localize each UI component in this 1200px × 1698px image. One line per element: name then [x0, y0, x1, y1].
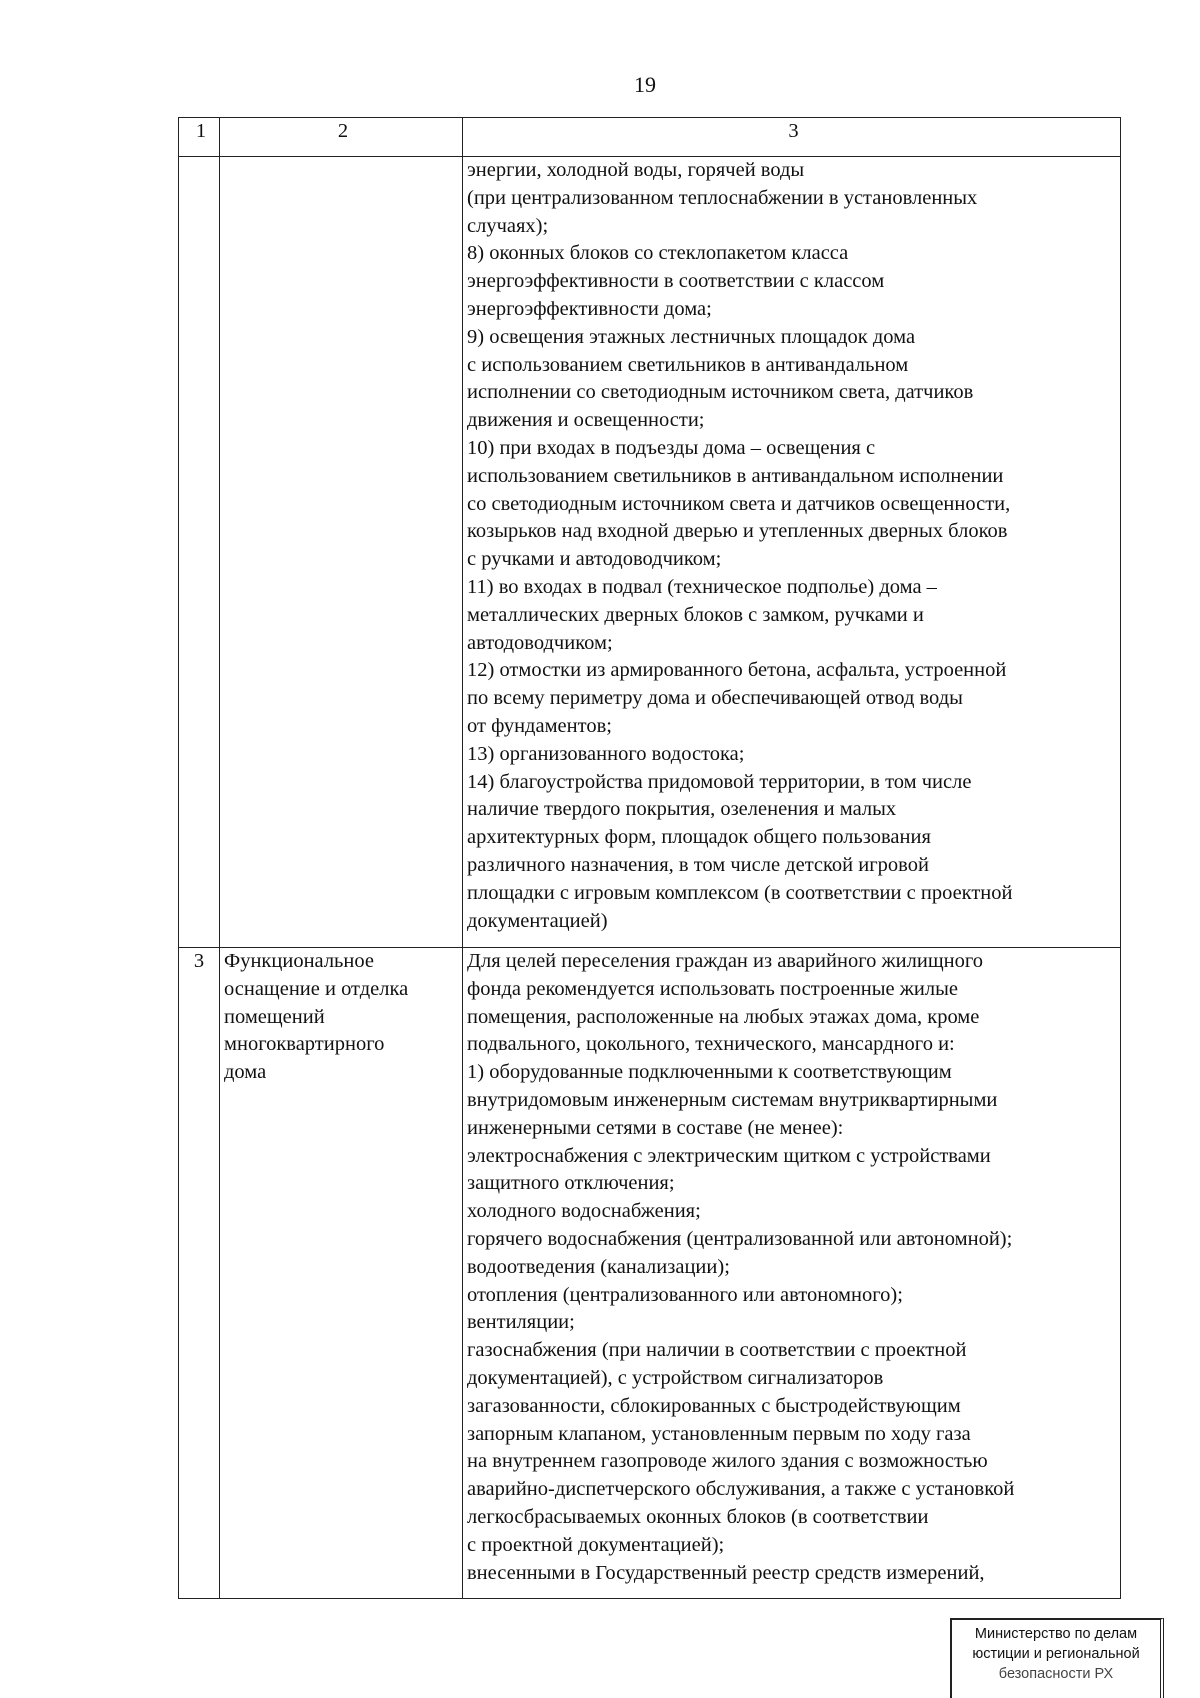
content-line: Для целей переселения граждан из аварийного жилищного	[467, 950, 983, 972]
content-line: с использованием светильников в антивандальном	[467, 353, 909, 376]
content-line: по всему периметру дома и обеспечивающей отвод воды	[467, 687, 963, 710]
row-name-line: Функциональное	[224, 950, 374, 972]
content-line: со светодиодным источником света и датчиков освещенности,	[467, 492, 1011, 515]
page-number: 19	[634, 72, 656, 97]
content-line: козырьков над входной дверью и утепленных дверных блоков	[467, 520, 1008, 543]
content-line: 14) благоустройства придомовой территории, в том числе	[467, 770, 972, 793]
content-line: внутридомовым инженерным системам внутриквартирными	[467, 1088, 998, 1111]
content-line: энергоэффективности в соответствии с классом	[467, 270, 885, 293]
content-line: фонда рекомендуется использовать построенные жилые	[467, 977, 958, 1000]
content-line: водоотведения (канализации);	[467, 1255, 730, 1278]
content-line: использованием светильников в антивандальном исполнении	[467, 464, 1004, 487]
content-line: энергоэффективности дома;	[467, 297, 712, 320]
content-line: легкосбрасываемых оконных блоков (в соответствии	[467, 1505, 929, 1528]
content-line: инженерными сетями в составе (не менее):	[467, 1116, 844, 1139]
content-line: движения и освещенности;	[467, 409, 705, 432]
row-name-line: помещений	[224, 1005, 325, 1028]
row-number-cell	[179, 157, 220, 948]
content-line: автодоводчиком;	[467, 631, 613, 654]
content-line: 1) оборудованные подключенными к соответствующим	[467, 1061, 952, 1084]
content-line: документацией)	[467, 909, 608, 932]
content-line: наличие твердого покрытия, озеленения и малых	[467, 798, 897, 821]
content-line: металлических дверных блоков с замком, ручками и	[467, 603, 924, 626]
content-line: 8) оконных блоков со стеклопакетом класса	[467, 242, 849, 265]
content-line: запорным клапаном, установленным первым по ходу газа	[467, 1422, 971, 1445]
content-line: различного назначения, в том числе детской игровой	[467, 853, 929, 876]
content-line: (при централизованном теплоснабжении в установленных	[467, 186, 978, 209]
content-line: 10) при входах в подъезды дома – освещения с	[467, 436, 876, 459]
table-row	[179, 948, 1121, 1599]
content-line: защитного отключения;	[467, 1172, 675, 1195]
content-line: 9) освещения этажных лестничных площадок дома	[467, 325, 916, 348]
content-line: с проектной документацией);	[467, 1533, 725, 1556]
row-content-cell	[463, 157, 1121, 948]
content-line: 13) организованного водостока;	[467, 742, 745, 765]
row-number-cell: 3	[179, 948, 220, 1599]
row-name-line: многоквартирного	[224, 1033, 385, 1056]
column-header-2: 2	[220, 118, 463, 157]
document-table	[178, 117, 1121, 1599]
row-name-line: оснащение и отделка	[224, 977, 409, 1000]
content-line: с ручками и автодоводчиком;	[467, 548, 722, 571]
content-line: исполнении со светодиодным источником света, датчиков	[467, 381, 974, 404]
stamp-line: Министерство по делам	[974, 1626, 1138, 1642]
column-header-3: 3	[463, 118, 1121, 157]
ministry-stamp	[950, 1618, 1164, 1698]
content-line: горячего водоснабжения (централизованной или автономной);	[467, 1227, 1013, 1250]
row-name-cell	[220, 948, 463, 1599]
content-line: внесенными в Государственный реестр средств измерений,	[467, 1561, 985, 1584]
content-line: архитектурных форм, площадок общего пользования	[467, 826, 931, 849]
content-line: подвального, цокольного, технического, мансардного и:	[467, 1033, 955, 1056]
content-line: холодного водоснабжения;	[467, 1200, 701, 1223]
column-header-1: 1	[179, 118, 220, 157]
row-name-cell	[220, 157, 463, 948]
content-line: 11) во входах в подвал (техническое подполье) дома –	[467, 575, 937, 598]
content-line: газоснабжения (при наличии в соответствии с проектной	[467, 1339, 967, 1362]
content-line: документацией), с устройством сигнализаторов	[467, 1366, 884, 1389]
content-line: на внутреннем газопроводе жилого здания с возможностью	[467, 1450, 988, 1473]
content-line: вентиляции;	[467, 1311, 575, 1334]
content-line: электроснабжения с электрическим щитком с устройствами	[467, 1144, 991, 1167]
content-line: площадки с игровым комплексом (в соответствии с проектной	[467, 881, 1013, 904]
table-row	[179, 157, 1121, 948]
content-line: аварийно-диспетчерского обслуживания, а также с установкой	[467, 1478, 1015, 1501]
row-name-line: дома	[224, 1061, 267, 1084]
content-line: случаях);	[467, 214, 549, 237]
table-header-row	[179, 118, 1121, 157]
stamp-line: юстиции и региональной	[972, 1646, 1140, 1662]
content-line: от фундаментов;	[467, 714, 612, 737]
row-content-cell	[463, 948, 1121, 1599]
content-line: 12) отмостки из армированного бетона, асфальта, устроенной	[467, 659, 1007, 682]
content-line: энергии, холодной воды, горячей воды	[467, 159, 805, 181]
content-line: загазованности, сблокированных с быстродействующим	[467, 1394, 961, 1417]
stamp-line: безопасности РХ	[998, 1666, 1114, 1682]
content-line: отопления (централизованного или автономного);	[467, 1283, 903, 1306]
content-line: помещения, расположенные на любых этажах дома, кроме	[467, 1005, 980, 1028]
